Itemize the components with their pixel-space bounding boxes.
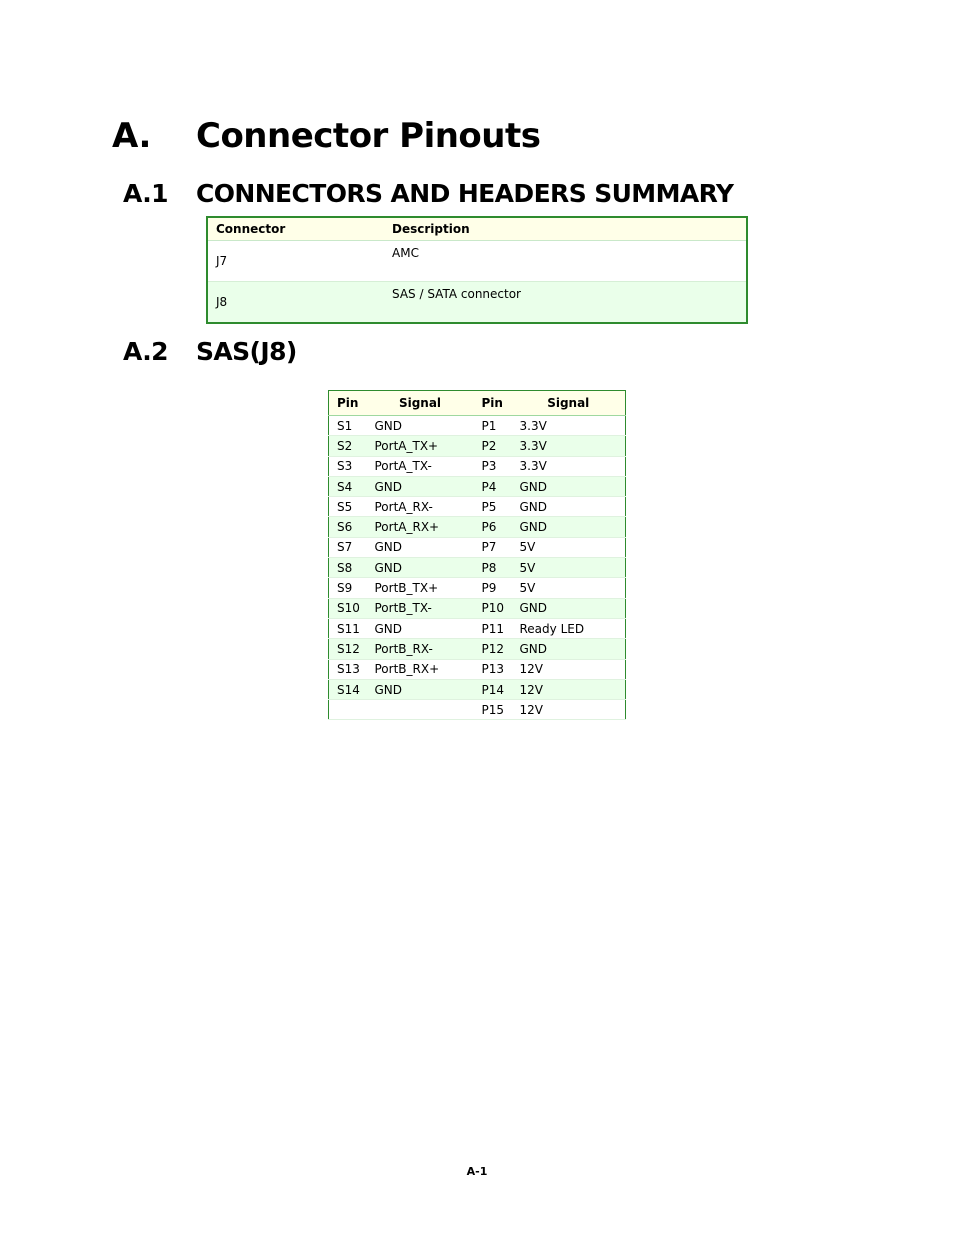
- pin-cell: P10: [474, 598, 512, 618]
- signal-cell: 5V: [512, 558, 626, 578]
- pin-cell: S5: [329, 497, 367, 517]
- table-row: [329, 598, 626, 618]
- section-title: CONNECTORS AND HEADERS SUMMARY: [196, 179, 734, 208]
- pin-cell: S13: [329, 659, 367, 679]
- signal-cell: GND: [367, 679, 474, 699]
- signal-cell: GND: [367, 618, 474, 638]
- signal-cell: PortB_TX+: [367, 578, 474, 598]
- description-cell: SAS / SATA connector: [384, 282, 747, 324]
- section-heading-sas: [123, 337, 297, 367]
- column-header-signal: Signal: [367, 391, 474, 416]
- table-row: [329, 618, 626, 638]
- signal-cell: 3.3V: [512, 416, 626, 436]
- signal-cell: 12V: [512, 700, 626, 720]
- connector-cell: J8: [207, 282, 384, 324]
- pin-cell: S6: [329, 517, 367, 537]
- table-row: [329, 537, 626, 557]
- pin-cell: S12: [329, 639, 367, 659]
- chapter-number: A.: [112, 116, 151, 156]
- table-row: [329, 497, 626, 517]
- signal-cell: GND: [512, 476, 626, 496]
- chapter-title: Connector Pinouts: [196, 116, 541, 156]
- pin-cell: S11: [329, 618, 367, 638]
- section-heading-summary: [123, 179, 733, 209]
- pin-cell: P9: [474, 578, 512, 598]
- connectors-summary-table: [206, 216, 748, 324]
- pin-cell: P11: [474, 618, 512, 638]
- pin-cell: P14: [474, 679, 512, 699]
- signal-cell: PortA_TX+: [367, 436, 474, 456]
- table-row: [329, 558, 626, 578]
- table-row: [329, 659, 626, 679]
- chapter-heading: [112, 112, 540, 160]
- signal-cell: GND: [367, 416, 474, 436]
- column-header-pin: Pin: [329, 391, 367, 416]
- pin-cell: P4: [474, 476, 512, 496]
- table-row: [329, 517, 626, 537]
- signal-cell: GND: [367, 558, 474, 578]
- signal-cell: 5V: [512, 578, 626, 598]
- signal-cell: Ready LED: [512, 618, 626, 638]
- pin-table-body: [329, 416, 626, 720]
- pin-cell: S4: [329, 476, 367, 496]
- signal-cell: 12V: [512, 659, 626, 679]
- pin-cell: S9: [329, 578, 367, 598]
- column-header-signal: Signal: [512, 391, 626, 416]
- section-number: A.1: [123, 179, 168, 208]
- table-row: [329, 700, 626, 720]
- sas-pinout-table: [328, 390, 626, 720]
- table-header-row: [329, 391, 626, 416]
- signal-cell: 12V: [512, 679, 626, 699]
- signal-cell: GND: [512, 639, 626, 659]
- table-row: [329, 476, 626, 496]
- signal-cell: PortB_TX-: [367, 598, 474, 618]
- description-cell: AMC: [384, 241, 747, 282]
- pin-cell: P3: [474, 456, 512, 476]
- pin-cell: P13: [474, 659, 512, 679]
- signal-cell: [367, 700, 474, 720]
- table-row: [207, 282, 747, 324]
- signal-cell: 3.3V: [512, 456, 626, 476]
- section-number: A.2: [123, 337, 168, 366]
- table-row: [329, 578, 626, 598]
- table-row: [329, 456, 626, 476]
- pin-cell: [329, 700, 367, 720]
- column-header-connector: Connector: [207, 217, 384, 241]
- table-row: [329, 416, 626, 436]
- signal-cell: GND: [367, 476, 474, 496]
- pin-cell: S7: [329, 537, 367, 557]
- signal-cell: GND: [512, 517, 626, 537]
- pin-cell: P1: [474, 416, 512, 436]
- section-title: SAS(J8): [196, 337, 297, 366]
- pin-cell: P2: [474, 436, 512, 456]
- table-header-row: [207, 217, 747, 241]
- signal-cell: PortA_RX-: [367, 497, 474, 517]
- signal-cell: PortA_RX+: [367, 517, 474, 537]
- signal-cell: PortA_TX-: [367, 456, 474, 476]
- table-row: [329, 639, 626, 659]
- table-row: [329, 436, 626, 456]
- pin-cell: S3: [329, 456, 367, 476]
- pin-cell: P8: [474, 558, 512, 578]
- table-row: [329, 679, 626, 699]
- pin-cell: P5: [474, 497, 512, 517]
- pin-cell: P12: [474, 639, 512, 659]
- signal-cell: 3.3V: [512, 436, 626, 456]
- pin-cell: P15: [474, 700, 512, 720]
- pin-cell: S1: [329, 416, 367, 436]
- signal-cell: PortB_RX-: [367, 639, 474, 659]
- column-header-pin: Pin: [474, 391, 512, 416]
- pin-cell: P7: [474, 537, 512, 557]
- pin-cell: S14: [329, 679, 367, 699]
- signal-cell: 5V: [512, 537, 626, 557]
- pin-cell: S8: [329, 558, 367, 578]
- table-row: [207, 241, 747, 282]
- signal-cell: GND: [367, 537, 474, 557]
- column-header-description: Description: [384, 217, 747, 241]
- page-number: A-1: [466, 1165, 488, 1178]
- signal-cell: PortB_RX+: [367, 659, 474, 679]
- connector-cell: J7: [207, 241, 384, 282]
- pin-cell: S2: [329, 436, 367, 456]
- signal-cell: GND: [512, 497, 626, 517]
- pin-cell: P6: [474, 517, 512, 537]
- pin-cell: S10: [329, 598, 367, 618]
- signal-cell: GND: [512, 598, 626, 618]
